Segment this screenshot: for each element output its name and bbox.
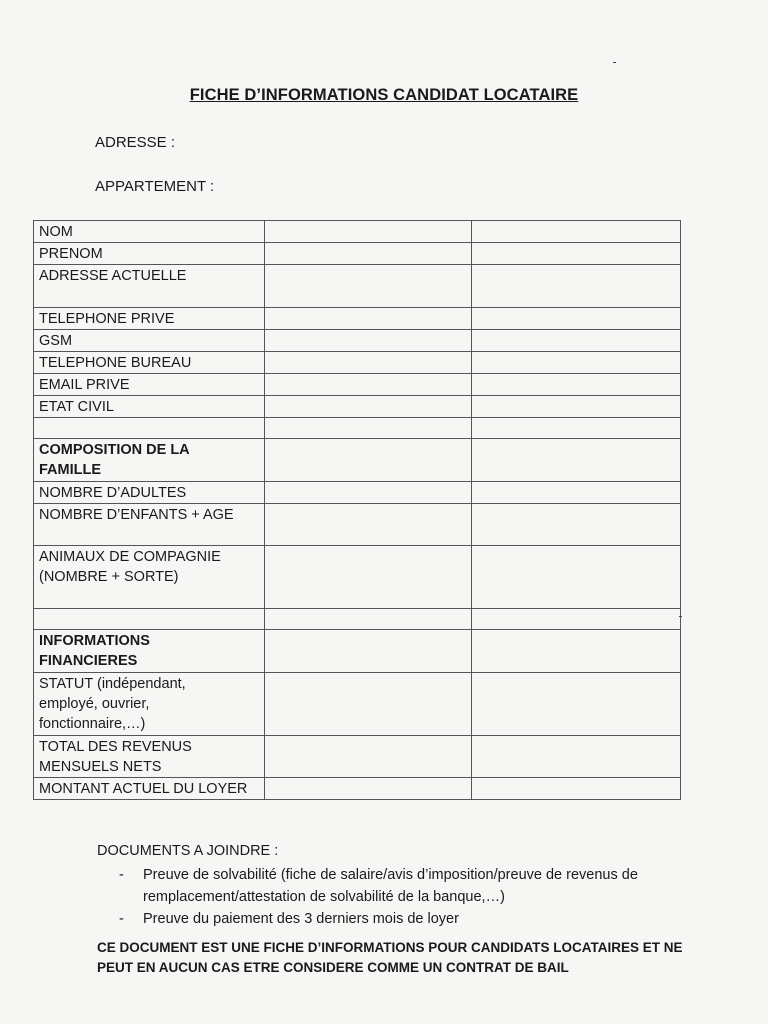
documents-heading: DOCUMENTS A JOINDRE : (97, 843, 279, 859)
table-row (34, 778, 681, 800)
answer-cell[interactable] (471, 396, 680, 418)
candidate-info-table (33, 220, 681, 800)
answer-cell[interactable] (264, 330, 471, 352)
answer-cell[interactable] (471, 504, 680, 546)
answer-cell[interactable] (264, 546, 471, 609)
row-label: PRENOM (34, 243, 265, 265)
answer-cell[interactable] (471, 546, 680, 609)
row-label: STATUT (indépendant, employé, ouvrier, fonctionnaire,…) (34, 673, 265, 736)
row-label: ANIMAUX DE COMPAGNIE (NOMBRE + SORTE) (34, 546, 265, 609)
answer-cell[interactable] (471, 778, 680, 800)
row-label: COMPOSITION DE LA FAMILLE (34, 439, 265, 482)
answer-cell[interactable] (264, 439, 471, 482)
table-row (34, 630, 681, 673)
row-label: ADRESSE ACTUELLE (34, 265, 265, 308)
table-row (34, 243, 681, 265)
answer-cell[interactable] (264, 736, 471, 778)
answer-cell[interactable] (264, 504, 471, 546)
answer-cell[interactable] (264, 243, 471, 265)
row-label: INFORMATIONS FINANCIERES (34, 630, 265, 673)
legal-notice: CE DOCUMENT EST UNE FICHE D’INFORMATIONS POUR CANDIDATS LOCATAIRES ET NE PEUT EN AUCUN CAS ETRE CONSIDERE COMME UN CONTRAT DE BAIL (97, 940, 683, 975)
row-label: EMAIL PRIVE (34, 374, 265, 396)
table-row (34, 352, 681, 374)
answer-cell[interactable] (471, 482, 680, 504)
info-table-body (34, 221, 681, 800)
row-label: TELEPHONE BUREAU (34, 352, 265, 374)
table-row (34, 221, 681, 243)
answer-cell[interactable] (264, 778, 471, 800)
answer-cell[interactable] (264, 265, 471, 308)
row-label: GSM (34, 330, 265, 352)
answer-cell[interactable] (471, 609, 680, 630)
table-row (34, 265, 681, 308)
answer-cell[interactable] (471, 330, 680, 352)
answer-cell[interactable] (264, 482, 471, 504)
table-row (34, 482, 681, 504)
table-row (34, 418, 681, 439)
documents-list (119, 864, 663, 930)
scan-speck (613, 62, 616, 63)
address-label: ADRESSE : (95, 134, 176, 151)
answer-cell[interactable] (264, 609, 471, 630)
table-row (34, 736, 681, 778)
answer-cell[interactable] (471, 308, 680, 330)
row-label (34, 609, 265, 630)
document-item: - Preuve de solvabilité (fiche de salaire/avis d’imposition/preuve de revenus de remplacement/attestation de solvabilité de la banque,…) (119, 864, 663, 908)
table-row (34, 396, 681, 418)
table-row (34, 504, 681, 546)
row-label (34, 418, 265, 439)
answer-cell[interactable] (264, 673, 471, 736)
answer-cell[interactable] (264, 396, 471, 418)
document-item: - Preuve du paiement des 3 derniers mois de loyer (119, 908, 663, 930)
answer-cell[interactable] (471, 736, 680, 778)
table-row (34, 330, 681, 352)
table-row (34, 546, 681, 609)
row-label: NOM (34, 221, 265, 243)
row-label: TOTAL DES REVENUS MENSUELS NETS (34, 736, 265, 778)
answer-cell[interactable] (471, 630, 680, 673)
answer-cell[interactable] (471, 439, 680, 482)
answer-cell[interactable] (471, 374, 680, 396)
answer-cell[interactable] (264, 418, 471, 439)
row-label: ETAT CIVIL (34, 396, 265, 418)
answer-cell[interactable] (264, 352, 471, 374)
answer-cell[interactable] (471, 265, 680, 308)
answer-cell[interactable] (264, 308, 471, 330)
apartment-label: APPARTEMENT : (95, 178, 215, 195)
scan-speck (679, 616, 682, 617)
answer-cell[interactable] (471, 673, 680, 736)
row-label: TELEPHONE PRIVE (34, 308, 265, 330)
row-label: NOMBRE D’ADULTES (34, 482, 265, 504)
answer-cell[interactable] (264, 630, 471, 673)
table-row (34, 439, 681, 482)
table-row (34, 609, 681, 630)
answer-cell[interactable] (264, 374, 471, 396)
documents-section (97, 840, 663, 930)
table-row (34, 308, 681, 330)
answer-cell[interactable] (471, 243, 680, 265)
answer-cell[interactable] (471, 221, 680, 243)
answer-cell[interactable] (471, 418, 680, 439)
table-row (34, 673, 681, 736)
form-title: FICHE D’INFORMATIONS CANDIDAT LOCATAIRE (189, 86, 579, 104)
table-row (34, 374, 681, 396)
row-label: NOMBRE D’ENFANTS + AGE (34, 504, 265, 546)
answer-cell[interactable] (264, 221, 471, 243)
row-label: MONTANT ACTUEL DU LOYER (34, 778, 265, 800)
answer-cell[interactable] (471, 352, 680, 374)
